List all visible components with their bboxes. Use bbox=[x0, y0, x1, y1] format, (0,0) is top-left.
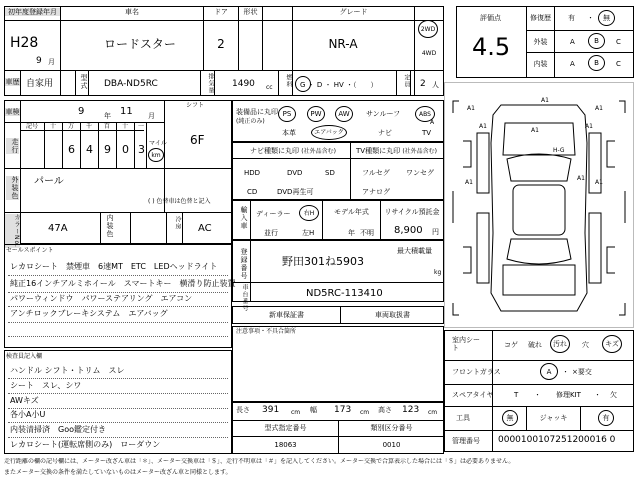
diag-mark-5: A1 bbox=[585, 123, 593, 130]
recycle-value: 8,900 bbox=[394, 225, 423, 236]
tv-fullseg: フルセグ bbox=[362, 169, 390, 177]
car-diagram-svg bbox=[445, 83, 633, 327]
seat-scratch-circle bbox=[602, 335, 622, 353]
tv-oneseg: ワンセグ bbox=[406, 169, 434, 177]
displacement-value: 1490 bbox=[232, 79, 255, 89]
eq-pw-label: PW bbox=[310, 110, 322, 118]
capacity-value: 2 bbox=[420, 79, 426, 89]
seat-scratch: キズ bbox=[605, 340, 619, 348]
inspector-line-1: ハンドル シフト・トリム スレ bbox=[10, 366, 125, 375]
type-number-value: 18063 bbox=[274, 441, 297, 449]
eq-leather: 本革 bbox=[282, 129, 296, 137]
diag-mark-3: A1 bbox=[595, 105, 603, 112]
exterior-note: ( ) 色替車は色替と記入 bbox=[148, 198, 211, 205]
jack-value: 有 bbox=[602, 414, 610, 422]
usage-label: 車歴 bbox=[5, 78, 20, 86]
eq-aw-label: AW bbox=[338, 110, 350, 118]
car-name-value: ロードスター bbox=[104, 37, 176, 51]
eq-sunroof: サンルーフ bbox=[366, 110, 401, 118]
door-label: ドア bbox=[214, 8, 228, 16]
ac-label: 冷房 bbox=[174, 216, 181, 230]
length-unit: cm bbox=[291, 409, 301, 416]
mileage-col-3: 千 bbox=[86, 123, 93, 130]
spare-dot-1: ・ bbox=[534, 391, 541, 399]
import-label: 輸入車 bbox=[240, 206, 248, 230]
manual-label: 車両取扱書 bbox=[375, 311, 410, 319]
equipment-subtitle: (純正のみ) bbox=[236, 118, 265, 125]
int-grade-b-circle bbox=[588, 55, 605, 71]
max-load-label: 最大積載量 bbox=[397, 247, 432, 255]
score-label: 評価点 bbox=[480, 14, 501, 22]
mileage-col-divider bbox=[62, 122, 63, 168]
inspector-title: 検査員記入欄 bbox=[6, 353, 43, 360]
height-unit: cm bbox=[428, 409, 438, 416]
model-label: 型式 bbox=[80, 74, 88, 90]
navi-hdd: HDD bbox=[244, 169, 261, 177]
tv-title bbox=[356, 147, 437, 155]
mileage-col-0: 記号 bbox=[26, 123, 39, 130]
selling-title: セールスポイント bbox=[6, 247, 54, 254]
selling-line-4: アンチロックブレーキシステム エアバッグ bbox=[10, 309, 168, 318]
usage-value: 自家用 bbox=[26, 79, 54, 89]
inspector-line-4: 各小A小U bbox=[10, 410, 46, 419]
capacity-unit: 人 bbox=[432, 81, 439, 89]
diag-mark-6: A1 bbox=[531, 127, 539, 134]
ext-grade-b: B bbox=[594, 37, 599, 45]
inspector-line-2: シート スレ、シワ bbox=[10, 381, 82, 390]
chassis-value: ND5RC-113410 bbox=[306, 288, 383, 299]
class-number-label: 類別区分番号 bbox=[370, 424, 413, 432]
recycle-unit: 円 bbox=[432, 228, 439, 236]
car-diagram bbox=[444, 82, 634, 328]
diag-mark-1: A1 bbox=[541, 97, 549, 104]
mileage-col-divider bbox=[134, 122, 135, 168]
spare-kit: 修理KIT bbox=[556, 391, 581, 399]
height-value: 123 bbox=[402, 405, 420, 415]
mileage-digit-4: 0 bbox=[122, 143, 129, 156]
interior-eval-label: 内装 bbox=[533, 60, 548, 68]
spare-label: スペアタイヤ bbox=[452, 391, 494, 399]
inspector-line-6: レカロシート(運転席側のみ) ローダウン bbox=[10, 440, 161, 449]
exterior-value: パール bbox=[34, 176, 64, 187]
ext-grade-b-circle bbox=[588, 33, 605, 49]
navi-title-note: (社外品含む) bbox=[301, 148, 336, 155]
navi-dvd: DVD bbox=[287, 169, 303, 177]
width-unit: cm bbox=[360, 409, 370, 416]
inspection-label: 車検 bbox=[5, 108, 20, 116]
glass-dot: ・ bbox=[562, 368, 569, 376]
eq-ps-label: PS bbox=[282, 110, 292, 118]
recycle-label: リサイクル預託金 bbox=[384, 208, 440, 216]
door-value: 2 bbox=[217, 37, 225, 51]
inspection-month-unit: 月 bbox=[148, 112, 155, 120]
interior-color-label: 内装色 bbox=[106, 214, 114, 238]
class-number-value: 0010 bbox=[382, 441, 401, 449]
repair-no-circle bbox=[598, 10, 615, 26]
mileage-col-divider bbox=[98, 122, 99, 168]
management-label: 管理番号 bbox=[452, 437, 480, 445]
repair-no: 無 bbox=[603, 14, 610, 22]
plate-value: 野田301ね5903 bbox=[282, 255, 364, 268]
eq-airbag-label: エアバック bbox=[314, 129, 344, 136]
eq-abs-label: ABS bbox=[419, 110, 431, 118]
spare-missing: 欠 bbox=[610, 391, 617, 399]
ac-value: AC bbox=[198, 223, 212, 234]
ext-grade-a: A bbox=[570, 38, 575, 46]
type-number-label: 型式指定番号 bbox=[264, 424, 307, 432]
front-glass-label: フロントガラス bbox=[452, 368, 501, 376]
mileage-col-4: 百 bbox=[104, 123, 111, 130]
plate-label: 登録番号 bbox=[240, 248, 248, 280]
eq-navi: ナビ bbox=[378, 129, 392, 137]
shape-label: 形状 bbox=[243, 8, 258, 16]
mileage-digit-5: 3 bbox=[138, 143, 145, 156]
drive-2wd: 2WD bbox=[420, 25, 436, 33]
selling-line-3: パワーウィンドウ パワーステアリング エアコン bbox=[10, 294, 193, 303]
seat-dirt-circle bbox=[550, 335, 570, 353]
int-grade-c: C bbox=[616, 60, 621, 68]
import-dealer: ディーラー bbox=[256, 210, 291, 218]
footer-line-1: 走行距離の欄の記号欄には、メーター改ざん車は「＊」、メーター交換車は「＄」、走行不明車は「＃」を記入してください。メーター交換で合算表示した場合には「＄」は必要ありません。 bbox=[4, 458, 515, 465]
eq-tv: TV bbox=[422, 129, 432, 137]
jack-label: ジャッキ bbox=[539, 414, 568, 422]
exterior-label: 外装色 bbox=[6, 176, 19, 200]
color-no-value: 47A bbox=[48, 223, 68, 234]
mileage-label: 走行 bbox=[6, 138, 19, 154]
diag-mark-2: A1 bbox=[467, 105, 475, 112]
import-left: 左H bbox=[302, 229, 315, 237]
notes-label: 注意事項・不具合箇所 bbox=[236, 328, 297, 335]
seat-koge: コゲ bbox=[504, 341, 518, 349]
first-reg-label: 初年度登録年月 bbox=[5, 8, 60, 16]
navi-title bbox=[250, 147, 336, 155]
eq-airbag bbox=[311, 125, 347, 140]
model-value: DBA-ND5RC bbox=[104, 79, 158, 89]
selling-line-1: レカロシート 禁煙車 6速MT ETC LEDヘッドライト bbox=[10, 262, 218, 271]
mileage-col-5: 十 bbox=[122, 123, 129, 130]
model-year-unit: 年 bbox=[348, 229, 355, 237]
diag-mark-4: A1 bbox=[479, 123, 487, 130]
grade-label: グレード bbox=[339, 8, 368, 16]
tv-title-text: TV種類に丸印 bbox=[356, 147, 401, 155]
score-value: 4.5 bbox=[472, 33, 511, 61]
mileage-col-divider bbox=[80, 122, 81, 168]
eq-pw bbox=[307, 106, 325, 122]
color-no-label: カラーNo. bbox=[5, 214, 20, 248]
tools-label: 工具 bbox=[456, 414, 470, 422]
new-warranty-label: 新車保証書 bbox=[269, 311, 304, 319]
length-value: 391 bbox=[262, 405, 280, 415]
first-reg-month-unit: 月 bbox=[48, 58, 55, 66]
height-label: 高さ bbox=[378, 406, 392, 414]
width-value: 173 bbox=[334, 405, 352, 415]
tv-analog: アナログ bbox=[362, 188, 390, 196]
glass-a: A bbox=[546, 367, 552, 376]
displacement-label: 排気量 bbox=[207, 73, 214, 94]
diag-mark-9: H-G bbox=[553, 147, 565, 154]
first-reg-year: H28 bbox=[10, 35, 39, 51]
mileage-col-divider bbox=[44, 122, 45, 168]
seat-yabure: 破れ bbox=[528, 341, 542, 349]
chassis-label: 車台番号 bbox=[241, 284, 248, 312]
capacity-label: 定員 bbox=[403, 74, 410, 88]
repair-yes: 有 bbox=[568, 14, 575, 22]
ext-grade-c: C bbox=[616, 38, 621, 46]
glass-replace: ×要交 bbox=[572, 368, 592, 376]
inspection-year: 9 bbox=[78, 106, 85, 117]
seat-hole: 穴 bbox=[582, 341, 589, 349]
model-year-label: モデル年式 bbox=[334, 208, 369, 216]
tools-circle bbox=[502, 410, 518, 426]
inspector-line-3: AWキズ bbox=[10, 396, 39, 405]
equipment-title: 装備品に丸印 bbox=[236, 108, 278, 116]
spare-t: T bbox=[514, 391, 519, 399]
diag-mark-10: A1 bbox=[595, 179, 603, 186]
fuel-label: 燃料 bbox=[285, 74, 292, 88]
footer-line-2: またメーター交換の条件を満たしていないものはメーター改ざん車と同様とします。 bbox=[4, 469, 232, 476]
shift-value: 6F bbox=[190, 133, 205, 147]
mile-label: マイル bbox=[149, 140, 167, 147]
int-grade-b: B bbox=[594, 59, 599, 67]
selling-line-2: 純正16インチアルミホイール スマートキー 横滑り防止装置 bbox=[10, 279, 236, 288]
navi-sd: SD bbox=[325, 169, 335, 177]
length-label: 長さ bbox=[236, 406, 250, 414]
mileage-col-divider bbox=[146, 122, 147, 168]
inspector-line-5: 内装清掃済 Goo鑑定付き bbox=[10, 425, 106, 434]
tv-title-note: (社外品含む) bbox=[402, 148, 437, 155]
shift-label: シフト bbox=[186, 102, 205, 109]
import-parallel: 並行 bbox=[264, 229, 278, 237]
spare-dot-2: ・ bbox=[594, 391, 601, 399]
eq-tv-extra: A bbox=[430, 119, 435, 126]
eq-ps bbox=[278, 106, 296, 122]
mileage-col-1: 十 bbox=[50, 123, 57, 130]
import-right-circle bbox=[299, 205, 319, 221]
km-circle bbox=[148, 148, 164, 162]
inspection-month: 11 bbox=[120, 106, 133, 117]
seat-dirt: 汚れ bbox=[553, 340, 567, 348]
repair-label: 修復歴 bbox=[530, 14, 551, 22]
import-right: 右H bbox=[303, 209, 315, 217]
int-grade-a: A bbox=[570, 60, 575, 68]
displacement-unit: cc bbox=[266, 84, 273, 91]
eq-aw bbox=[335, 106, 353, 122]
inspection-year-unit: 年 bbox=[104, 112, 111, 120]
management-value: 0000100107251200016 0 bbox=[498, 435, 616, 445]
seat-label: 室内シート bbox=[452, 336, 480, 352]
tools-value: 無 bbox=[506, 414, 514, 422]
mileage-col-2: 万 bbox=[68, 123, 75, 130]
diag-mark-7: A1 bbox=[465, 179, 473, 186]
exterior-eval-label: 外装 bbox=[533, 38, 548, 46]
repair-dot: ・ bbox=[587, 14, 594, 22]
mileage-digit-2: 4 bbox=[86, 143, 93, 156]
jack-circle bbox=[598, 410, 614, 426]
mileage-col-divider bbox=[116, 122, 117, 168]
navi-cd: CD bbox=[247, 188, 258, 196]
fuel-value: G ・ D ・ HV ・（ ） bbox=[300, 81, 378, 89]
glass-a-circle bbox=[540, 363, 558, 380]
mileage-digit-3: 9 bbox=[104, 143, 111, 156]
width-label: 幅 bbox=[310, 406, 317, 414]
model-year-value: 不明 bbox=[360, 229, 374, 237]
drive-4wd: 4WD bbox=[421, 50, 437, 57]
mileage-digit-1: 6 bbox=[68, 143, 75, 156]
navi-title-text: ナビ種類に丸印 bbox=[250, 147, 299, 155]
grade-value: NR-A bbox=[328, 37, 358, 51]
mileage-col-6: 一 bbox=[138, 123, 145, 130]
car-name-label: 車名 bbox=[125, 8, 139, 16]
drive-2wd-circle bbox=[418, 20, 438, 38]
max-load-unit: kg bbox=[434, 269, 442, 276]
first-reg-month: 9 bbox=[36, 56, 42, 66]
km-label: km bbox=[151, 151, 161, 159]
diag-mark-8: A1 bbox=[577, 175, 585, 182]
navi-dvd-play: DVD再生可 bbox=[277, 188, 314, 196]
